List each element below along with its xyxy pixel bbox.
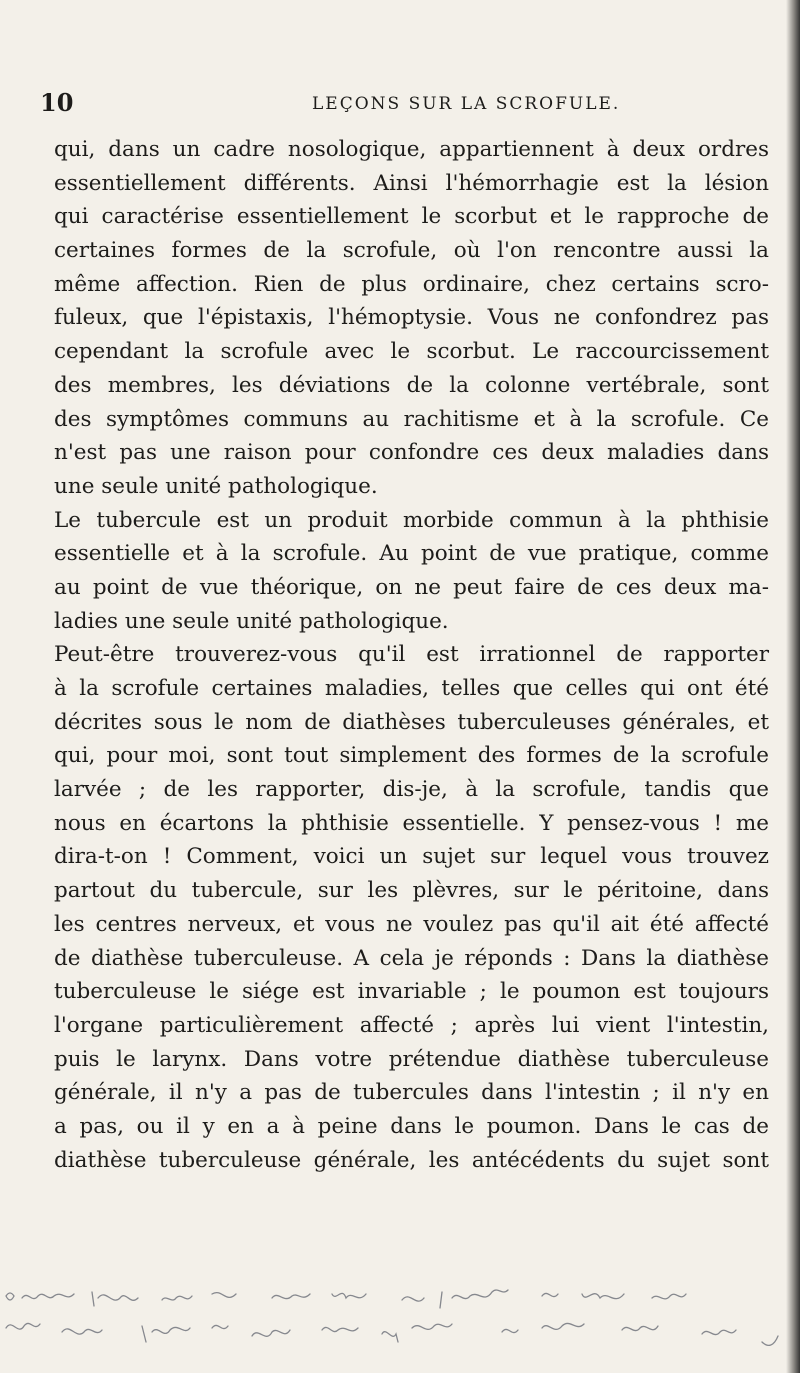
text-line: même affection. Rien de plus ordinaire, chez certains scro-: [54, 271, 769, 297]
text-line: de diathèse tuberculeuse. A cela je réponds : Dans la diathèse: [54, 945, 769, 971]
page-number: 10: [40, 88, 74, 117]
text-line: qui caractérise essentiellement le scorbut et le rapproche de: [54, 204, 769, 230]
text-line: qui, dans un cadre nosologique, appartiennent à deux ordres: [54, 137, 769, 162]
text-line: certaines formes de la scrofule, où l'on rencontre aussi la: [54, 238, 769, 264]
page-edge-shadow: [786, 0, 800, 1373]
text-line: essentielle et à la scrofule. Au point de vue pratique, comme: [54, 541, 769, 567]
text-line: décrites sous le nom de diathèses tuberculeuses générales, et: [54, 709, 769, 735]
text-line: larvée ; de les rapporter, dis-je, à la scrofule, tandis que: [54, 777, 769, 803]
text-line: tuberculeuse le siége est invariable ; le poumon est toujours: [54, 979, 769, 1005]
text-line: partout du tubercule, sur les plèvres, sur le péritoine, dans: [54, 878, 769, 904]
text-line: les centres nerveux, et vous ne voulez pas qu'il ait été affecté: [54, 911, 769, 937]
text-line: nous en écartons la phthisie essentielle. Y pensez-vous ! me: [54, 810, 769, 836]
text-line: dira-t-on ! Comment, voici un sujet sur lequel vous trouvez: [54, 844, 769, 870]
text-line: une seule unité pathologique.: [54, 473, 378, 499]
text-line: puis le larynx. Dans votre prétendue diathèse tuberculeuse: [54, 1046, 769, 1072]
text-line: qui, pour moi, sont tout simplement des formes de la scrofule: [54, 743, 769, 769]
text-line: n'est pas une raison pour confondre ces deux maladies dans: [54, 440, 769, 466]
body-text: [54, 133, 769, 1177]
text-line: fuleux, que l'épistaxis, l'hémoptysie. Vous ne confondrez pas: [54, 305, 769, 331]
text-line: ladies une seule unité pathologique.: [54, 608, 449, 634]
text-line: l'organe particulièrement affecté ; après lui vient l'intestin,: [54, 1012, 769, 1038]
pencil-annotation-scribble: [2, 1288, 792, 1358]
text-line: Peut-être trouverez-vous qu'il est irrationnel de rapporter: [54, 642, 769, 668]
text-line: au point de vue théorique, on ne peut faire de ces deux ma-: [54, 574, 769, 600]
text-line: essentiellement différents. Ainsi l'hémorrhagie est la lésion: [54, 170, 769, 196]
text-line: des membres, les déviations de la colonne vertébrale, sont: [54, 372, 769, 398]
text-line: diathèse tuberculeuse générale, les antécédents du sujet sont: [54, 1147, 769, 1173]
text-line: des symptômes communs au rachitisme et à la scrofule. Ce: [54, 406, 769, 432]
text-line: Le tubercule est un produit morbide commun à la phthisie: [54, 507, 769, 533]
text-line: a pas, ou il y en a à peine dans le poumon. Dans le cas de: [54, 1113, 769, 1139]
text-line: cependant la scrofule avec le scorbut. Le raccourcissement: [54, 339, 769, 365]
running-header: [40, 88, 740, 118]
running-title: LEÇONS SUR LA SCROFULE.: [312, 94, 621, 114]
text-line: à la scrofule certaines maladies, telles que celles qui ont été: [54, 676, 769, 701]
text-line: générale, il n'y a pas de tubercules dans l'intestin ; il n'y en: [54, 1080, 769, 1106]
